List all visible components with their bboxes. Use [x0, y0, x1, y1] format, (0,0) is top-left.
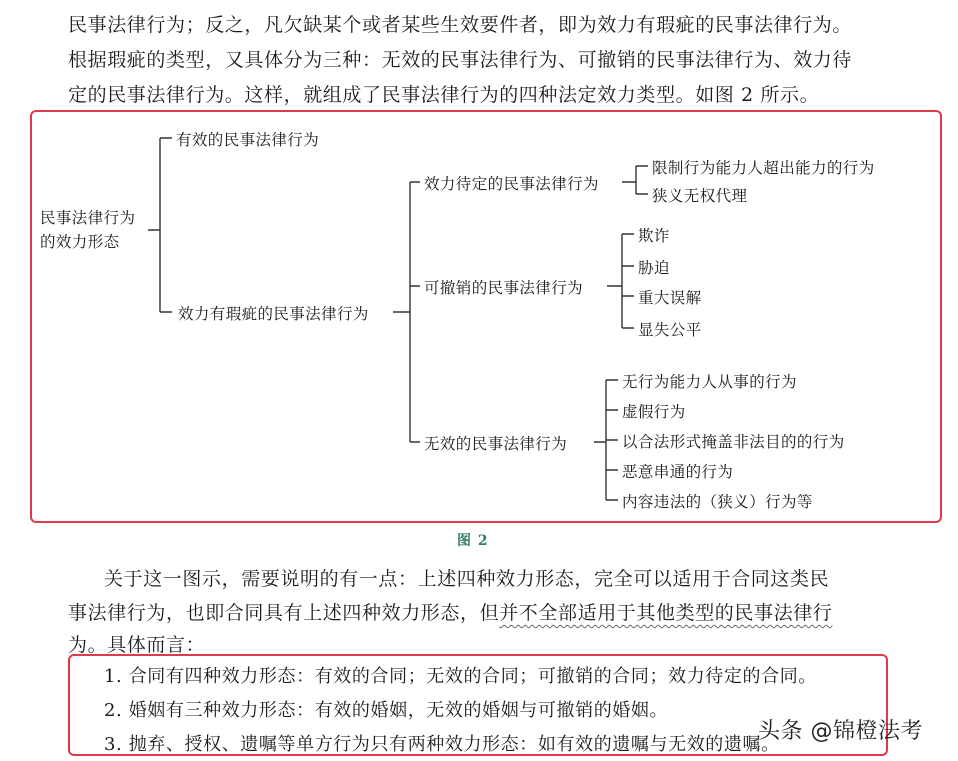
- void-item: 无行为能力人从事的行为: [622, 373, 797, 391]
- body-line-2: [68, 598, 832, 625]
- void-item: 内容违法的（狭义）行为等: [622, 493, 813, 511]
- node-defective: 效力有瑕疵的民事法律行为: [178, 305, 369, 323]
- void-item: 恶意串通的行为: [622, 463, 734, 481]
- node-valid: 有效的民事法律行为: [176, 131, 320, 149]
- body-line-1: 关于这一图示，需要说明的有一点：上述四种效力形态，完全可以适用于合同这类民: [104, 568, 830, 590]
- void-item: 虚假行为: [622, 403, 686, 421]
- node-voidable: 可撤销的民事法律行为: [424, 279, 584, 297]
- list-item-1: 1. 合同有四种效力形态：有效的合同；无效的合同；可撤销的合同；效力待定的合同。: [104, 666, 817, 687]
- watermark: 头条 @锦橙法考: [758, 719, 923, 744]
- root-node-line-2: 的效力形态: [40, 233, 120, 251]
- voidable-item: 显失公平: [638, 321, 702, 339]
- root-node-line-1: 民事法律行为: [40, 209, 136, 227]
- pending-item: 狭义无权代理: [652, 187, 748, 205]
- node-void: 无效的民事法律行为: [424, 435, 568, 453]
- voidable-item: 欺诈: [638, 227, 670, 245]
- voidable-item: 胁迫: [638, 259, 670, 277]
- body-line-2-plain: 事法律行为，也即合同具有上述四种效力形态，但: [68, 602, 500, 624]
- node-pending: 效力待定的民事法律行为: [424, 175, 599, 193]
- intro-line-2: 根据瑕疵的类型，又具体分为三种：无效的民事法律行为、可撤销的民事法律行为、效力待: [68, 49, 853, 71]
- body-line-2-underlined: 并不全部适用于其他类型的民事法律行: [499, 602, 833, 624]
- intro-line-3: 定的民事法律行为。这样，就组成了民事法律行为的四种法定效力类型。如图 2 所示。: [68, 84, 820, 106]
- void-item: 以合法形式掩盖非法目的的行为: [622, 433, 845, 451]
- list-item-2: 2. 婚姻有三种效力形态：有效的婚姻，无效的婚姻与可撤销的婚姻。: [104, 700, 669, 721]
- voidable-item: 重大误解: [638, 289, 702, 307]
- pending-item: 限制行为能力人超出能力的行为: [652, 159, 875, 177]
- body-line-3: 为。具体而言：: [68, 634, 206, 656]
- list-item-3: 3. 抛弃、授权、遗嘱等单方行为只有两种效力形态：如有效的遗嘱与无效的遗嘱。: [104, 734, 780, 755]
- intro-line-1: 民事法律行为；反之，凡欠缺某个或者某些生效要件者，即为效力有瑕疵的民事法律行为。: [68, 14, 853, 36]
- figure-caption: 图 2: [457, 533, 489, 549]
